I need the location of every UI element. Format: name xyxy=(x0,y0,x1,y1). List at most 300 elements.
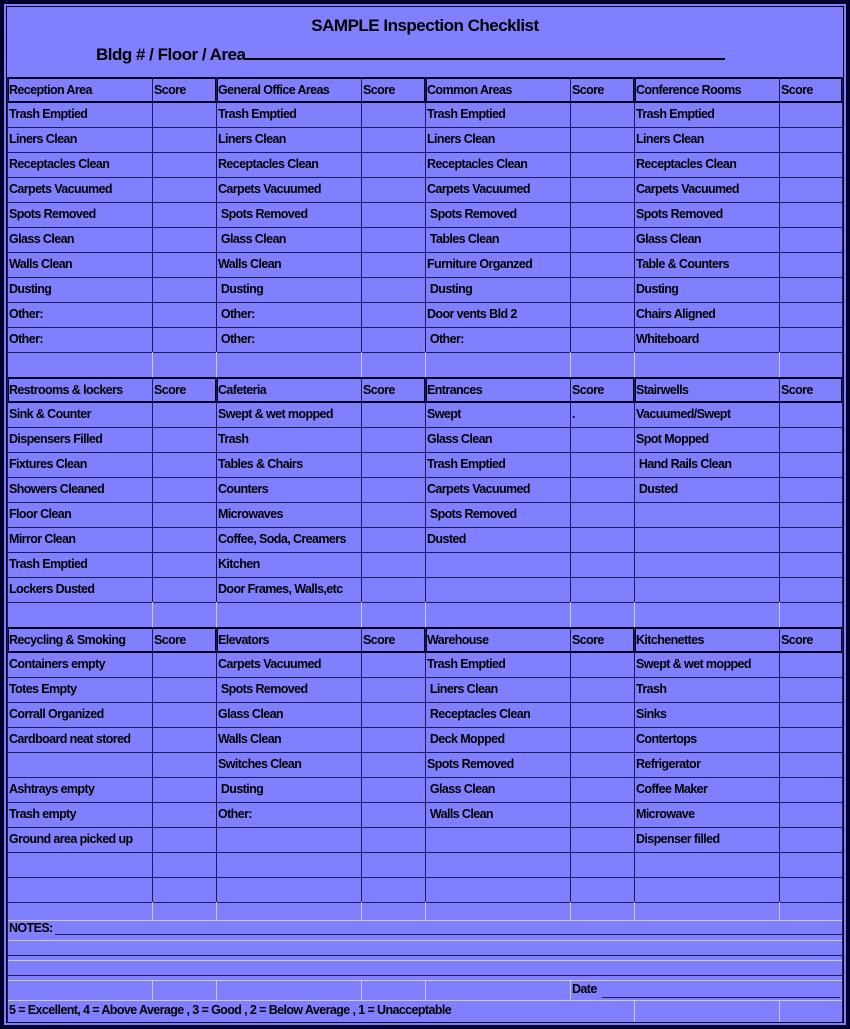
column-divider xyxy=(779,377,780,602)
score-cell[interactable] xyxy=(152,427,216,452)
score-cell[interactable] xyxy=(152,152,216,177)
score-cell[interactable] xyxy=(779,102,842,127)
score-cell[interactable] xyxy=(361,502,425,527)
column-divider xyxy=(842,920,843,1022)
checklist-item: Glass Clean xyxy=(218,707,283,721)
checklist-item: Switches Clean xyxy=(218,757,302,771)
column-divider xyxy=(216,627,217,902)
column-divider xyxy=(634,902,635,920)
area-label: Bldg # / Floor / Area xyxy=(96,45,246,64)
checklist-item xyxy=(7,752,152,777)
score-header: Score xyxy=(781,383,813,397)
checklist-item: Spot Mopped xyxy=(636,432,709,446)
checklist-item: Swept xyxy=(427,407,461,421)
score-cell[interactable] xyxy=(152,877,216,902)
score-cell[interactable] xyxy=(779,327,842,352)
score-cell[interactable] xyxy=(152,402,216,427)
checklist-item: Floor Clean xyxy=(9,507,72,521)
score-cell[interactable] xyxy=(570,127,634,152)
checklist-item: Spots Removed xyxy=(427,757,514,771)
column-divider xyxy=(634,352,635,377)
score-cell[interactable] xyxy=(152,252,216,277)
column-divider xyxy=(634,377,635,602)
group-header: Entrances xyxy=(427,383,483,397)
column-divider xyxy=(779,627,780,902)
checklist-item xyxy=(216,827,361,852)
score-cell[interactable] xyxy=(779,502,842,527)
checklist-item: Contertops xyxy=(636,732,697,746)
score-cell[interactable] xyxy=(152,227,216,252)
score-cell[interactable] xyxy=(570,552,634,577)
score-cell[interactable] xyxy=(779,827,842,852)
checklist-item: Carpets Vacuumed xyxy=(427,482,530,496)
column-divider xyxy=(7,602,8,627)
checklist-item: Cardboard neat stored xyxy=(9,732,131,746)
score-cell[interactable] xyxy=(570,777,634,802)
score-cell[interactable] xyxy=(361,827,425,852)
checklist-item: Dispenser filled xyxy=(636,832,720,846)
checklist-item: Receptacles Clean xyxy=(9,157,110,171)
checklist-item: Glass Clean xyxy=(9,232,74,246)
checklist-item: Carpets Vacuumed xyxy=(218,657,321,671)
checklist-item: Liners Clean xyxy=(9,132,77,146)
checklist-item: Refrigerator xyxy=(636,757,701,771)
checklist-item: Liners Clean xyxy=(218,132,286,146)
group-header: Elevators xyxy=(218,633,269,647)
column-divider xyxy=(7,377,8,602)
score-cell[interactable] xyxy=(779,552,842,577)
checklist-item: Table & Counters xyxy=(636,257,729,271)
column-divider xyxy=(779,602,780,627)
score-cell[interactable] xyxy=(361,177,425,202)
score-cell[interactable] xyxy=(570,752,634,777)
group-header: Recycling & Smoking xyxy=(9,633,126,647)
column-divider xyxy=(842,602,843,627)
column-divider xyxy=(634,602,635,627)
notes-line[interactable] xyxy=(7,975,842,976)
score-cell[interactable] xyxy=(570,852,634,877)
column-divider xyxy=(361,377,362,602)
checklist-item: Dusted xyxy=(427,532,466,546)
checklist-item xyxy=(634,852,779,877)
checklist-item: Dusting xyxy=(427,282,473,296)
group-header: General Office Areas xyxy=(218,83,330,97)
checklist-item: Carpets Vacuumed xyxy=(636,182,739,196)
score-cell[interactable] xyxy=(570,152,634,177)
score-cell[interactable] xyxy=(570,327,634,352)
column-divider xyxy=(570,377,571,602)
checklist-item: Other: xyxy=(9,332,43,346)
score-cell[interactable] xyxy=(152,677,216,702)
score-cell[interactable] xyxy=(361,702,425,727)
score-cell[interactable] xyxy=(779,852,842,877)
column-divider xyxy=(425,902,426,920)
score-cell[interactable] xyxy=(152,777,216,802)
score-cell[interactable] xyxy=(570,102,634,127)
checklist-item: Dusting xyxy=(218,782,264,796)
column-divider xyxy=(7,77,8,352)
checklist-item: Receptacles Clean xyxy=(427,157,528,171)
checklist-item: Other: xyxy=(9,307,43,321)
checklist-item: Spots Removed xyxy=(9,207,96,221)
score-cell[interactable] xyxy=(779,402,842,427)
score-cell[interactable] xyxy=(361,302,425,327)
score-cell[interactable] xyxy=(152,277,216,302)
column-divider xyxy=(152,980,153,1000)
column-divider xyxy=(779,902,780,920)
score-cell[interactable] xyxy=(570,702,634,727)
checklist-item: Receptacles Clean xyxy=(427,707,531,721)
checklist-item: Showers Cleaned xyxy=(9,482,105,496)
date-line[interactable] xyxy=(602,997,840,998)
checklist-item: Ashtrays empty xyxy=(9,782,95,796)
checklist-item xyxy=(216,877,361,902)
column-divider xyxy=(842,377,843,602)
score-cell[interactable] xyxy=(152,702,216,727)
score-cell[interactable] xyxy=(779,877,842,902)
column-divider xyxy=(361,352,362,377)
column-divider xyxy=(216,77,217,352)
score-cell[interactable] xyxy=(779,227,842,252)
checklist-item: Spots Removed xyxy=(218,207,308,221)
column-divider xyxy=(216,980,217,1000)
score-cell[interactable] xyxy=(361,452,425,477)
score-cell[interactable] xyxy=(152,202,216,227)
score-cell[interactable] xyxy=(779,252,842,277)
score-cell[interactable] xyxy=(361,552,425,577)
column-divider xyxy=(842,902,843,920)
score-cell[interactable] xyxy=(570,677,634,702)
score-cell[interactable] xyxy=(361,802,425,827)
score-cell[interactable] xyxy=(779,652,842,677)
score-cell[interactable] xyxy=(361,277,425,302)
score-cell[interactable] xyxy=(361,652,425,677)
score-cell[interactable] xyxy=(361,252,425,277)
score-cell[interactable] xyxy=(361,102,425,127)
score-cell[interactable] xyxy=(570,277,634,302)
score-cell[interactable] xyxy=(361,202,425,227)
checklist-item: Walls Clean xyxy=(218,732,282,746)
score-cell[interactable] xyxy=(779,477,842,502)
score-cell[interactable] xyxy=(361,127,425,152)
column-divider xyxy=(842,352,843,377)
checklist-item: Totes Empty xyxy=(9,682,77,696)
checklist-item: Dusting xyxy=(218,282,264,296)
column-divider xyxy=(7,627,8,902)
checklist-item xyxy=(634,552,779,577)
score-header: Score xyxy=(363,383,395,397)
checklist-item: Hand Rails Clean xyxy=(636,457,732,471)
checklist-item: Glass Clean xyxy=(218,232,286,246)
checklist-item: Trash xyxy=(218,432,249,446)
checklist-item: Whiteboard xyxy=(636,332,699,346)
column-divider xyxy=(842,627,843,902)
page-title: SAMPLE Inspection Checklist xyxy=(311,16,539,35)
score-cell[interactable] xyxy=(570,827,634,852)
score-cell[interactable] xyxy=(361,402,425,427)
score-header: Score xyxy=(781,633,813,647)
score-cell[interactable] xyxy=(152,102,216,127)
score-cell[interactable] xyxy=(570,727,634,752)
column-divider xyxy=(634,627,635,902)
score-header: Score xyxy=(572,633,604,647)
checklist-item: Swept & wet mopped xyxy=(218,407,333,421)
column-divider xyxy=(216,377,217,602)
score-cell[interactable] xyxy=(779,277,842,302)
score-cell[interactable] xyxy=(361,577,425,602)
checklist-item: Dusting xyxy=(9,282,52,296)
checklist-item: Spots Removed xyxy=(427,507,517,521)
score-header: Score xyxy=(154,633,186,647)
row-divider xyxy=(7,920,842,921)
score-cell[interactable] xyxy=(361,727,425,752)
score-cell[interactable] xyxy=(570,252,634,277)
checklist-item: Microwaves xyxy=(218,507,283,521)
score-cell[interactable] xyxy=(570,477,634,502)
score-cell[interactable]: . xyxy=(572,407,575,421)
score-header: Score xyxy=(154,383,186,397)
score-cell[interactable] xyxy=(570,652,634,677)
checklist-item: Trash Emptied xyxy=(427,107,506,121)
column-divider xyxy=(425,602,426,627)
column-divider xyxy=(152,77,153,352)
score-cell[interactable] xyxy=(152,477,216,502)
score-cell[interactable] xyxy=(570,577,634,602)
score-cell[interactable] xyxy=(779,427,842,452)
column-divider xyxy=(216,602,217,627)
column-divider xyxy=(425,377,426,602)
checklist-item xyxy=(634,577,779,602)
checklist-item: Spots Removed xyxy=(218,682,308,696)
score-cell[interactable] xyxy=(779,727,842,752)
score-cell[interactable] xyxy=(779,802,842,827)
checklist-item: Swept & wet mopped xyxy=(636,657,751,671)
checklist-item: Chairs Aligned xyxy=(636,307,716,321)
score-cell[interactable] xyxy=(779,577,842,602)
score-cell[interactable] xyxy=(152,327,216,352)
checklist-item: Other: xyxy=(218,332,255,346)
checklist-item: Dusting xyxy=(636,282,679,296)
checklist-item: Dusted xyxy=(636,482,678,496)
score-header: Score xyxy=(572,83,604,97)
column-divider xyxy=(425,627,426,902)
checklist-item xyxy=(634,877,779,902)
checklist-item: Corrall Organized xyxy=(9,707,104,721)
score-cell[interactable] xyxy=(152,727,216,752)
column-divider xyxy=(152,377,153,602)
checklist-item: Containers empty xyxy=(9,657,105,671)
checklist-item xyxy=(634,502,779,527)
checklist-item: Fixtures Clean xyxy=(9,457,87,471)
score-legend: 5 = Excellent, 4 = Above Average , 3 = Good , 2 = Below Average , 1 = Unacceptable xyxy=(9,1003,452,1017)
score-cell[interactable] xyxy=(361,527,425,552)
score-cell[interactable] xyxy=(779,452,842,477)
notes-line[interactable] xyxy=(55,934,842,935)
area-field[interactable] xyxy=(96,44,725,65)
column-divider xyxy=(570,352,571,377)
score-cell[interactable] xyxy=(570,877,634,902)
score-cell[interactable] xyxy=(152,752,216,777)
column-divider xyxy=(216,902,217,920)
column-divider xyxy=(779,1000,780,1022)
area-underline xyxy=(245,44,725,60)
score-cell[interactable] xyxy=(152,177,216,202)
checklist-item: Trash Emptied xyxy=(218,107,297,121)
checklist-item: Tables Clean xyxy=(427,232,499,246)
row-divider xyxy=(7,940,842,941)
score-cell[interactable] xyxy=(361,877,425,902)
group-header: Warehouse xyxy=(427,633,489,647)
score-cell[interactable] xyxy=(152,577,216,602)
score-cell[interactable] xyxy=(152,502,216,527)
column-divider xyxy=(152,902,153,920)
checklist-item: Trash xyxy=(636,682,667,696)
checklist-item xyxy=(425,827,570,852)
group-header: Stairwells xyxy=(636,383,689,397)
score-cell[interactable] xyxy=(570,802,634,827)
column-divider xyxy=(570,627,571,902)
checklist-item: Microwave xyxy=(636,807,695,821)
checklist-item: Spots Removed xyxy=(427,207,517,221)
column-divider xyxy=(152,602,153,627)
score-cell[interactable] xyxy=(361,427,425,452)
column-divider xyxy=(779,77,780,352)
checklist-item xyxy=(425,552,570,577)
checklist-item: Coffee Maker xyxy=(636,782,708,796)
group-header: Cafeteria xyxy=(218,383,267,397)
column-divider xyxy=(7,920,8,1022)
checklist-item: Counters xyxy=(218,482,269,496)
checklist-item xyxy=(7,877,152,902)
column-divider xyxy=(634,1000,635,1022)
checklist-item: Dispensers Filled xyxy=(9,432,103,446)
checklist-item: Glass Clean xyxy=(427,782,495,796)
column-divider xyxy=(361,902,362,920)
column-divider xyxy=(361,627,362,902)
score-cell[interactable] xyxy=(779,702,842,727)
score-cell[interactable] xyxy=(570,177,634,202)
checklist-item: Furniture Organzed xyxy=(427,257,533,271)
checklist-item: Trash empty xyxy=(9,807,77,821)
score-cell[interactable] xyxy=(779,677,842,702)
group-header: Conference Rooms xyxy=(636,83,742,97)
score-cell[interactable] xyxy=(570,202,634,227)
score-cell[interactable] xyxy=(779,302,842,327)
score-cell[interactable] xyxy=(779,202,842,227)
score-cell[interactable] xyxy=(361,677,425,702)
checklist-item: Sink & Counter xyxy=(9,407,91,421)
score-cell[interactable] xyxy=(570,302,634,327)
checklist-item: Vacuumed/Swept xyxy=(636,407,731,421)
checklist-item: Deck Mopped xyxy=(427,732,505,746)
date-label: Date xyxy=(572,982,597,996)
column-divider xyxy=(361,602,362,627)
column-divider xyxy=(570,77,571,352)
score-cell[interactable] xyxy=(779,777,842,802)
score-cell[interactable] xyxy=(361,227,425,252)
checklist-item: Trash Emptied xyxy=(9,557,88,571)
checklist-item: Glass Clean xyxy=(427,432,492,446)
score-header: Score xyxy=(572,383,604,397)
group-header: Common Areas xyxy=(427,83,512,97)
checklist-item: Door vents Bld 2 xyxy=(427,307,517,321)
score-header: Score xyxy=(363,633,395,647)
score-cell[interactable] xyxy=(779,152,842,177)
column-divider xyxy=(425,352,426,377)
score-cell[interactable] xyxy=(152,127,216,152)
score-cell[interactable] xyxy=(779,177,842,202)
checklist-item: Trash Emptied xyxy=(636,107,715,121)
score-cell[interactable] xyxy=(152,452,216,477)
checklist-item: Liners Clean xyxy=(427,682,498,696)
checklist-item: Trash Emptied xyxy=(9,107,88,121)
score-cell[interactable] xyxy=(779,127,842,152)
column-divider xyxy=(570,902,571,920)
checklist-item: Carpets Vacuumed xyxy=(218,182,321,196)
checklist-item xyxy=(7,852,152,877)
column-divider xyxy=(779,352,780,377)
score-cell[interactable] xyxy=(361,327,425,352)
checklist-item: Coffee, Soda, Creamers xyxy=(218,532,346,546)
checklist-item xyxy=(425,577,570,602)
column-divider xyxy=(425,77,426,352)
notes-label: NOTES: xyxy=(9,921,53,935)
row-divider xyxy=(7,960,842,961)
score-cell[interactable] xyxy=(779,527,842,552)
score-cell[interactable] xyxy=(570,502,634,527)
column-divider xyxy=(152,627,153,902)
checklist-item: Kitchen xyxy=(218,557,260,571)
score-cell[interactable] xyxy=(779,752,842,777)
score-cell[interactable] xyxy=(570,452,634,477)
checklist-item xyxy=(425,877,570,902)
checklist-item: Lockers Dusted xyxy=(9,582,95,596)
score-cell[interactable] xyxy=(152,552,216,577)
score-cell[interactable] xyxy=(152,802,216,827)
checklist-item: Carpets Vacuumed xyxy=(9,182,112,196)
score-header: Score xyxy=(363,83,395,97)
score-cell[interactable] xyxy=(361,477,425,502)
score-cell[interactable] xyxy=(361,152,425,177)
score-cell[interactable] xyxy=(152,852,216,877)
group-header: Restrooms & lockers xyxy=(9,383,123,397)
score-cell[interactable] xyxy=(570,227,634,252)
score-cell[interactable] xyxy=(152,302,216,327)
checklist-item: Walls Clean xyxy=(218,257,282,271)
checklist-item: Receptacles Clean xyxy=(636,157,737,171)
score-cell[interactable] xyxy=(152,827,216,852)
score-cell[interactable] xyxy=(570,427,634,452)
checklist-item: Other: xyxy=(427,332,464,346)
score-cell[interactable] xyxy=(570,527,634,552)
checklist-item xyxy=(425,852,570,877)
checklist-item xyxy=(634,527,779,552)
checklist-item: Walls Clean xyxy=(427,807,493,821)
group-header: Reception Area xyxy=(9,83,92,97)
notes-line[interactable] xyxy=(7,955,842,956)
checklist-item: Trash Emptied xyxy=(427,457,506,471)
checklist-item: Tables & Chairs xyxy=(218,457,303,471)
checklist-item: Trash Emptied xyxy=(427,657,506,671)
score-cell[interactable] xyxy=(152,652,216,677)
column-divider xyxy=(152,352,153,377)
score-cell[interactable] xyxy=(361,852,425,877)
score-cell[interactable] xyxy=(361,752,425,777)
checklist-item: Other: xyxy=(218,807,252,821)
checklist-item: Ground area picked up xyxy=(9,832,133,846)
score-cell[interactable] xyxy=(361,777,425,802)
score-cell[interactable] xyxy=(152,527,216,552)
